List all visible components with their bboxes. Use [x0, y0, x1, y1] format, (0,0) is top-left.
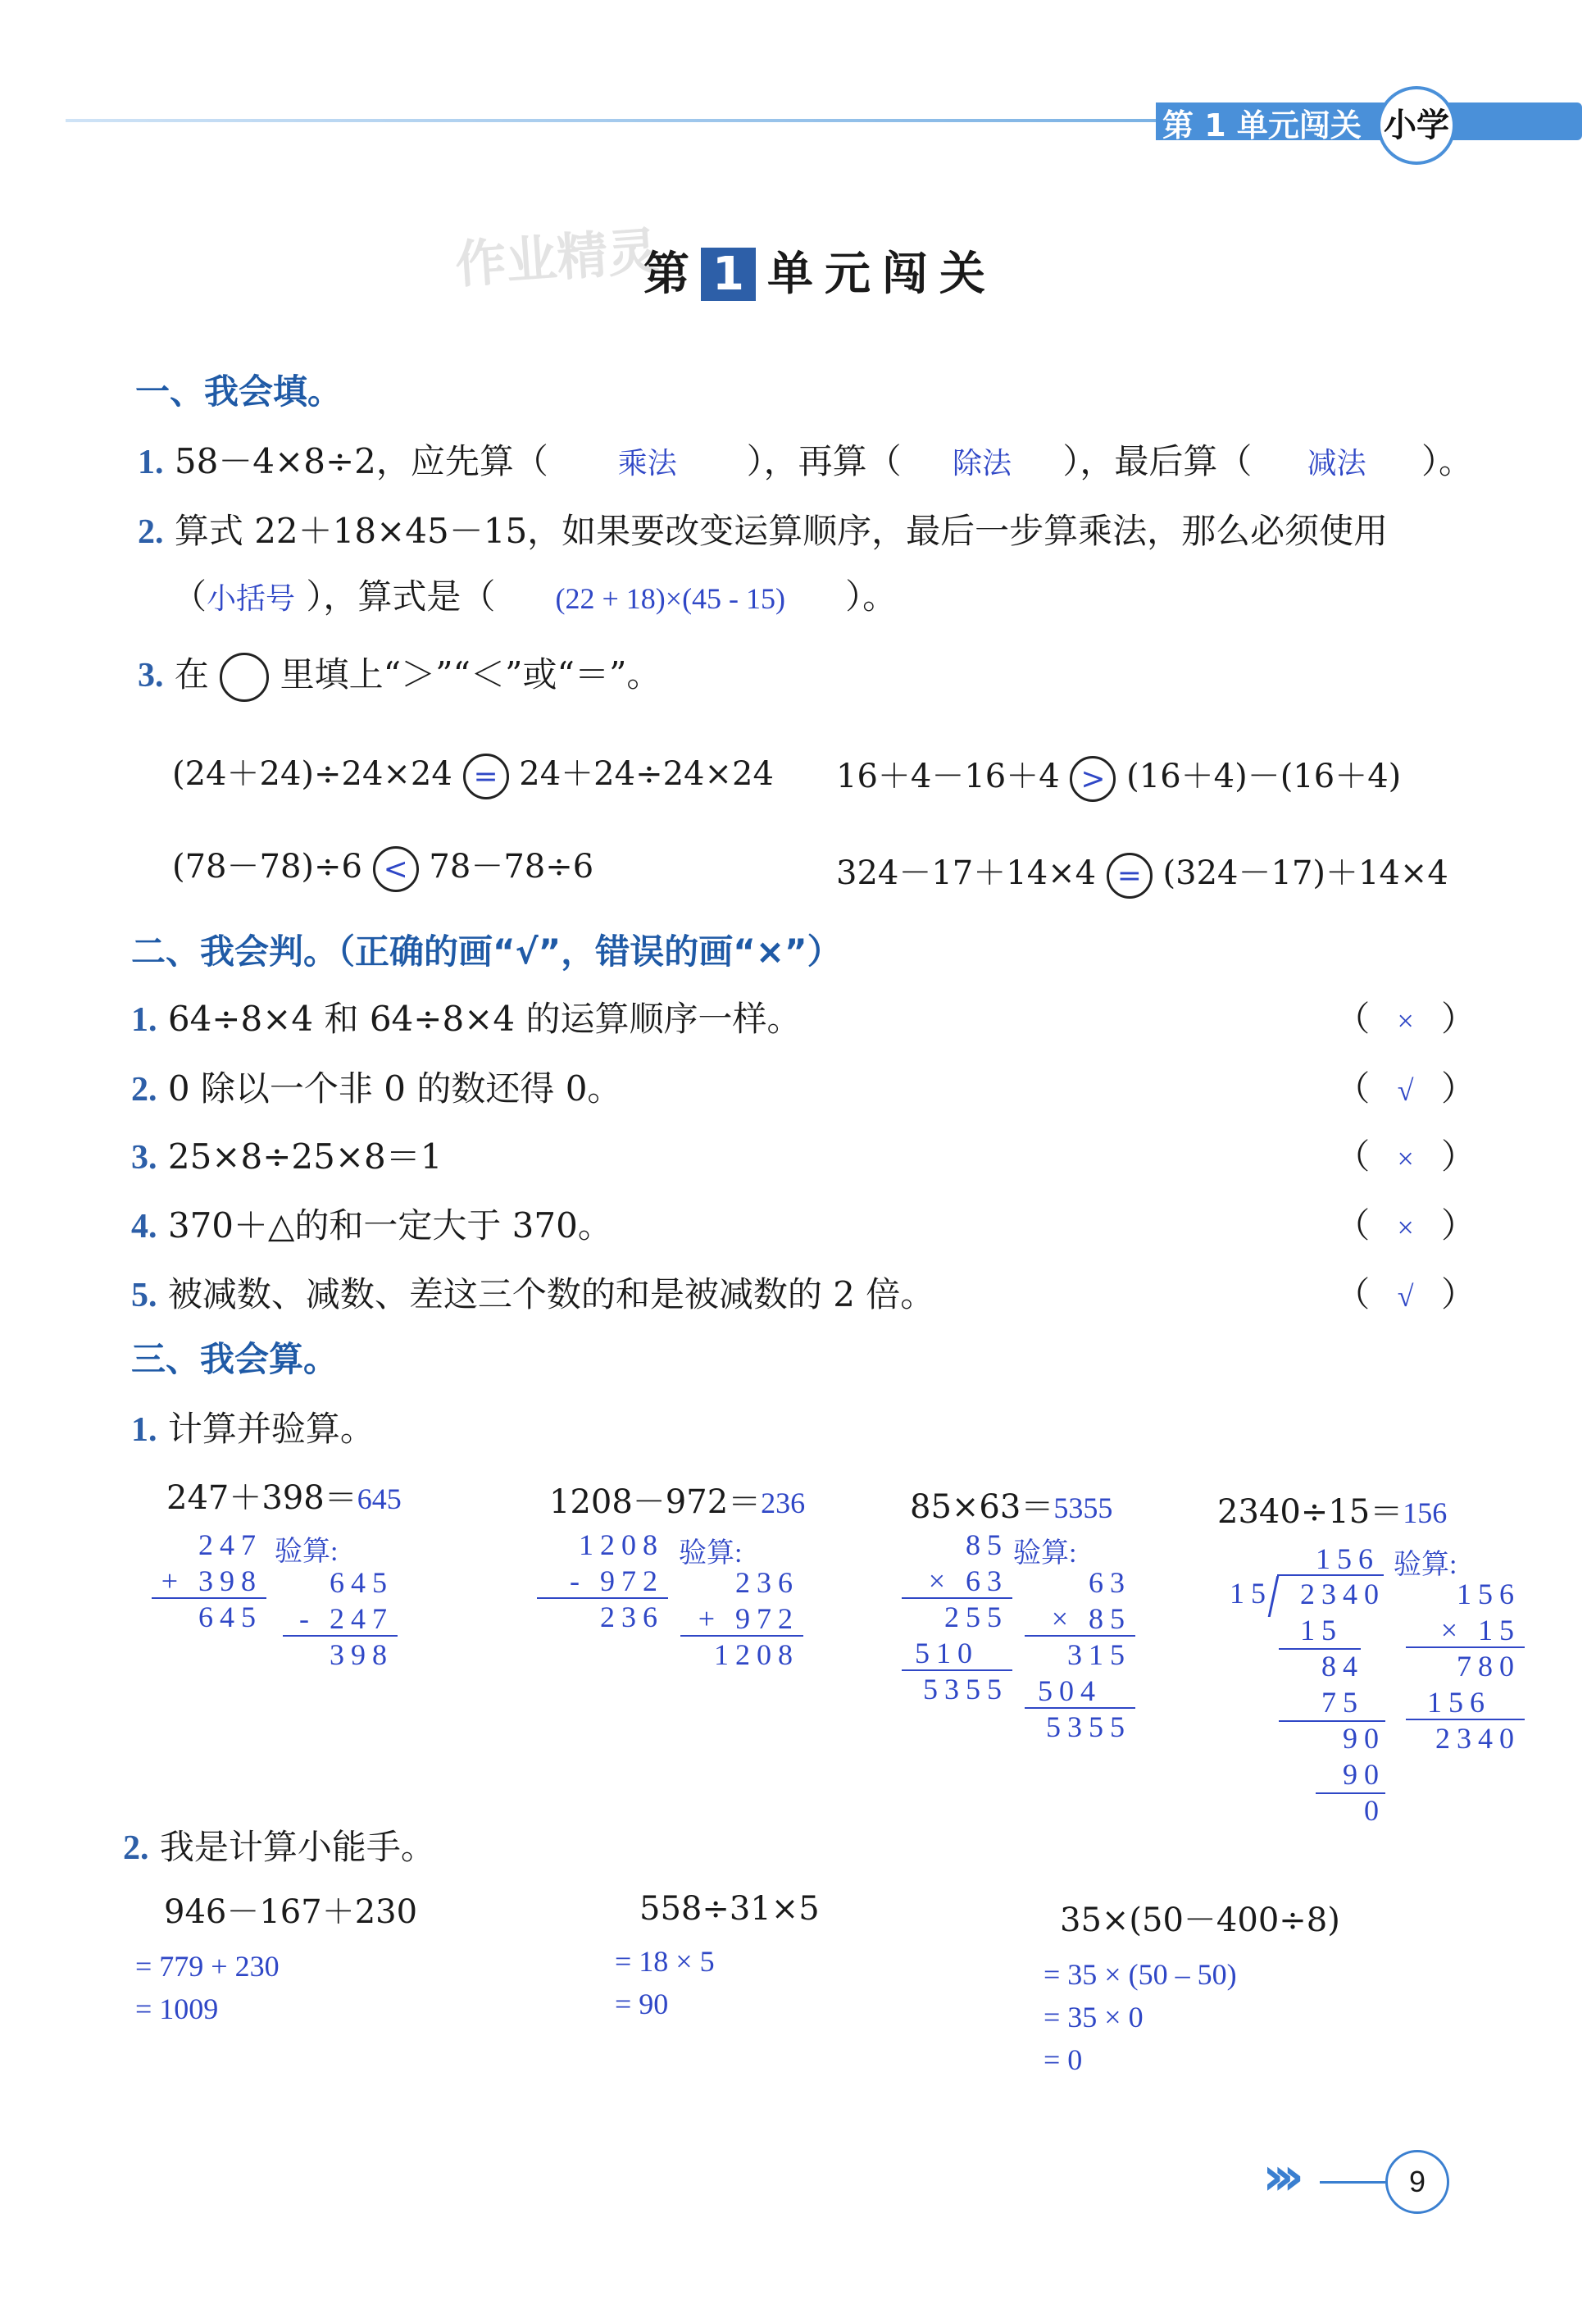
div-rule-3 — [1316, 1792, 1385, 1794]
q3-text-a: 在 — [174, 654, 209, 695]
header-badge-text: 小学 — [1384, 107, 1449, 144]
mul-check-work — [1021, 1564, 1131, 1745]
mul-p2: 510 — [915, 1637, 979, 1669]
part3-q1-num: 1. — [131, 1411, 157, 1449]
part3-q1-title: 计算并验算。 — [167, 1409, 375, 1449]
add-a: 247 — [198, 1528, 262, 1561]
sub-check-a: 236 — [735, 1566, 799, 1599]
compare-item-3 — [172, 840, 593, 892]
title-prefix: 第 — [643, 248, 701, 301]
sub-rule — [537, 1597, 668, 1599]
compare-left: 324－17＋14×4 — [836, 854, 1097, 892]
mixed-step: = 1009 — [135, 1992, 219, 2025]
judge-item-5 — [131, 1268, 1476, 1317]
judge-answer: （ √ ） — [1335, 1274, 1476, 1314]
mul-check-rule-1 — [1025, 1635, 1135, 1637]
mixed-step: = 35 × 0 — [1044, 2001, 1144, 2033]
calc-expr-4 — [1217, 1486, 1447, 1533]
q1-answer-2: 除法 — [952, 447, 1012, 480]
mul-check-r: 5355 — [1046, 1710, 1131, 1743]
mixed-expr: 946－167＋230 — [164, 1893, 418, 1931]
judge-item-3 — [131, 1130, 1476, 1179]
q2-num: 2. — [138, 513, 164, 551]
q2-text-b: ），算式是（ — [306, 576, 496, 617]
compare-circle: < — [373, 846, 419, 892]
footer-line — [1320, 2181, 1385, 2184]
mul-check-p1: 315 — [1067, 1638, 1131, 1671]
judge-mark: √ — [1397, 1074, 1414, 1107]
calc-expr-3 — [910, 1481, 1112, 1528]
q1 — [138, 435, 1473, 484]
judge-mark: √ — [1397, 1280, 1414, 1313]
div-r3: 0 — [1364, 1794, 1385, 1827]
div-rule-2 — [1279, 1720, 1385, 1722]
calc-expr: 1208－972＝ — [549, 1483, 762, 1521]
mixed-step: = 35 × (50 – 50) — [1044, 1958, 1237, 1991]
sub-check-r: 1208 — [714, 1638, 799, 1671]
mixed-calc-1 — [135, 1886, 417, 2026]
check-label: 验算: — [275, 1537, 339, 1567]
div-dividend: 2340 — [1300, 1578, 1385, 1610]
judge-text: 被减数、减数、差这三个数的和是被减数的 2 倍。 — [167, 1274, 935, 1314]
q2-open: （ — [172, 576, 207, 617]
compare-left: 16＋4－16＋4 — [836, 758, 1060, 795]
compare-circle: = — [463, 754, 509, 799]
compare-left: (24＋24)÷24×24 — [172, 755, 452, 793]
q1-text-c: ），最后算（ — [1062, 441, 1253, 481]
q1-answer-3: 减法 — [1307, 447, 1366, 480]
q3-num: 3. — [138, 657, 164, 695]
judge-answer: （ × ） — [1335, 999, 1476, 1039]
div-s3: 90 — [1343, 1758, 1385, 1791]
page-number — [1385, 2150, 1449, 2214]
compare-item-1 — [172, 748, 774, 799]
calc-answer: 645 — [357, 1482, 402, 1515]
compare-circle: > — [1070, 756, 1116, 802]
mixed-expr: 558÷31×5 — [639, 1890, 820, 1928]
div-r2: 90 — [1343, 1722, 1385, 1755]
compare-right: (16＋4)－(16＋4) — [1126, 758, 1402, 795]
q2-line1 — [138, 504, 1388, 553]
q1-num: 1. — [138, 444, 164, 481]
div-check-work — [1402, 1576, 1521, 1756]
sub-check-work — [676, 1564, 799, 1673]
judge-answer: （ × ） — [1335, 1205, 1476, 1246]
mixed-calc-2 — [615, 1890, 820, 2021]
compare-right: 78－78÷6 — [429, 848, 594, 886]
judge-item-4 — [131, 1199, 1476, 1248]
mixed-step: = 779 + 230 — [135, 1950, 280, 1983]
judge-text: 64÷8×4 和 64÷8×4 的运算顺序一样。 — [167, 999, 802, 1039]
part3-q2-title: 我是计算小能手。 — [159, 1827, 435, 1867]
add-check-rule — [283, 1635, 398, 1637]
compare-right: 24＋24÷24×24 — [519, 755, 774, 793]
mul-check-a: 63 — [1089, 1566, 1131, 1599]
add-work — [148, 1527, 262, 1635]
watermark: 作业精灵 — [453, 221, 661, 295]
sub-r: 236 — [600, 1601, 664, 1633]
judge-mark: × — [1397, 1211, 1414, 1244]
judge-item-2 — [131, 1062, 1476, 1111]
mul-check-rule-2 — [1025, 1707, 1135, 1709]
calc-answer: 5355 — [1053, 1492, 1113, 1524]
add-b: + 398 — [161, 1564, 262, 1597]
mul-p1: 255 — [944, 1601, 1008, 1633]
add-check-work — [279, 1564, 393, 1673]
mul-check-p2: 504 — [1038, 1674, 1102, 1707]
compare-item-4 — [836, 847, 1448, 899]
q1-answer-1: 乘法 — [617, 447, 677, 480]
mixed-expr: 35×(50－400÷8) — [1060, 1901, 1340, 1939]
header-section-label: 第 1 单元闯关 — [1162, 107, 1362, 143]
sub-b: - 972 — [570, 1564, 664, 1597]
q1-text-b: ），再算（ — [746, 441, 902, 481]
judge-num: 3. — [131, 1139, 157, 1177]
div-s1: 15 — [1300, 1614, 1343, 1646]
add-check-b: - 247 — [299, 1602, 393, 1635]
q1-text-d: ）。 — [1421, 441, 1474, 481]
calc-expr-1 — [166, 1472, 402, 1519]
part3-q1 — [131, 1402, 375, 1451]
mul-check-b: × 85 — [1051, 1602, 1131, 1635]
title-suffix: 单元闯关 — [766, 248, 997, 301]
mul-work — [898, 1527, 1008, 1707]
add-r: 645 — [198, 1601, 262, 1633]
div-quotient: 156 — [1316, 1542, 1380, 1575]
q2-line2 — [172, 570, 897, 619]
div-check-p2: 156 — [1427, 1686, 1491, 1719]
header-badge — [1377, 86, 1456, 165]
mixed-step: = 90 — [615, 1988, 669, 2020]
judge-text: 0 除以一个非 0 的数还得 0。 — [167, 1068, 622, 1109]
title-number: 1 — [701, 248, 756, 301]
div-work — [1266, 1576, 1385, 1829]
q2-text: 算式 22＋18×45－15，如果要改变运算顺序，最后一步算乘法，那么必须使用 — [174, 511, 1389, 551]
check-label: 验算: — [1394, 1550, 1457, 1580]
div-s2: 75 — [1321, 1686, 1364, 1719]
q2-answer-2: (22 + 18)×(45 - 15) — [555, 582, 786, 615]
div-r1: 84 — [1321, 1650, 1364, 1683]
mul-r: 5355 — [923, 1673, 1008, 1706]
q3-text-b: 里填上“＞”“＜”或“＝”。 — [280, 654, 662, 695]
add-check-r: 398 — [330, 1638, 393, 1671]
mixed-calc-3 — [1044, 1894, 1340, 2077]
judge-text: 370＋△的和一定大于 370。 — [167, 1205, 612, 1246]
div-check-a: 156 — [1457, 1578, 1521, 1610]
check-label: 验算: — [679, 1538, 743, 1569]
mul-a: 85 — [966, 1528, 1008, 1561]
calc-answer: 156 — [1403, 1496, 1448, 1529]
judge-text: 25×8÷25×8＝1 — [167, 1136, 443, 1177]
q2-answer-1: 小括号 — [207, 582, 296, 615]
add-rule — [152, 1597, 266, 1599]
q3-circle-icon — [220, 653, 269, 702]
div-divisor: 15 — [1230, 1577, 1272, 1610]
div-check-rule-2 — [1406, 1719, 1525, 1720]
judge-num: 4. — [131, 1208, 157, 1246]
check-label: 验算: — [1013, 1538, 1077, 1569]
sub-work — [533, 1527, 664, 1635]
mixed-step: = 18 × 5 — [615, 1945, 715, 1978]
judge-answer: （ √ ） — [1335, 1068, 1476, 1109]
div-check-rule-1 — [1406, 1646, 1525, 1648]
judge-num: 5. — [131, 1277, 157, 1314]
judge-mark: × — [1397, 1142, 1414, 1175]
part3-q2 — [123, 1820, 435, 1870]
q2-text-c: ）。 — [845, 576, 898, 617]
mul-b: × 63 — [928, 1564, 1008, 1597]
judge-num: 1. — [131, 1001, 157, 1039]
calc-expr-2 — [549, 1476, 805, 1523]
part1-heading: 一、我会填。 — [135, 371, 343, 412]
sub-check-rule — [680, 1635, 803, 1637]
page-number-text: 9 — [1408, 2165, 1426, 2198]
div-check-p1: 780 — [1457, 1650, 1521, 1683]
q3 — [138, 648, 661, 702]
judge-num: 2. — [131, 1071, 157, 1109]
sub-check-b: + 972 — [698, 1602, 799, 1635]
calc-answer: 236 — [761, 1487, 806, 1519]
div-check-b: × 15 — [1440, 1614, 1521, 1646]
part3-heading: 三、我会算。 — [131, 1339, 339, 1379]
page-title — [643, 238, 997, 303]
add-check-a: 645 — [330, 1566, 393, 1599]
part2-heading: 二、我会判。（正确的画“√”，错误的画“×”） — [131, 931, 842, 972]
mul-rule-1 — [902, 1597, 1012, 1599]
mixed-step: = 0 — [1044, 2043, 1083, 2076]
calc-expr: 2340÷15＝ — [1217, 1493, 1403, 1531]
compare-circle: = — [1107, 853, 1153, 899]
compare-right: (324－17)＋14×4 — [1162, 854, 1448, 892]
part3-q2-num: 2. — [123, 1829, 149, 1867]
compare-left: (78－78)÷6 — [172, 848, 362, 886]
judge-item-1 — [131, 992, 1476, 1041]
div-rule-1 — [1279, 1648, 1361, 1650]
compare-item-2 — [836, 750, 1401, 802]
judge-mark: × — [1397, 1004, 1414, 1037]
calc-expr: 85×63＝ — [910, 1488, 1054, 1526]
judge-answer: （ × ） — [1335, 1136, 1476, 1177]
sub-a: 1208 — [579, 1528, 664, 1561]
footer-arrows-icon: ››› — [1262, 2147, 1294, 2207]
mul-rule-2 — [902, 1669, 1012, 1671]
calc-expr: 247＋398＝ — [166, 1479, 357, 1517]
div-check-r: 2340 — [1435, 1722, 1521, 1755]
q1-text-a: 58－4×8÷2，应先算（ — [174, 441, 548, 481]
